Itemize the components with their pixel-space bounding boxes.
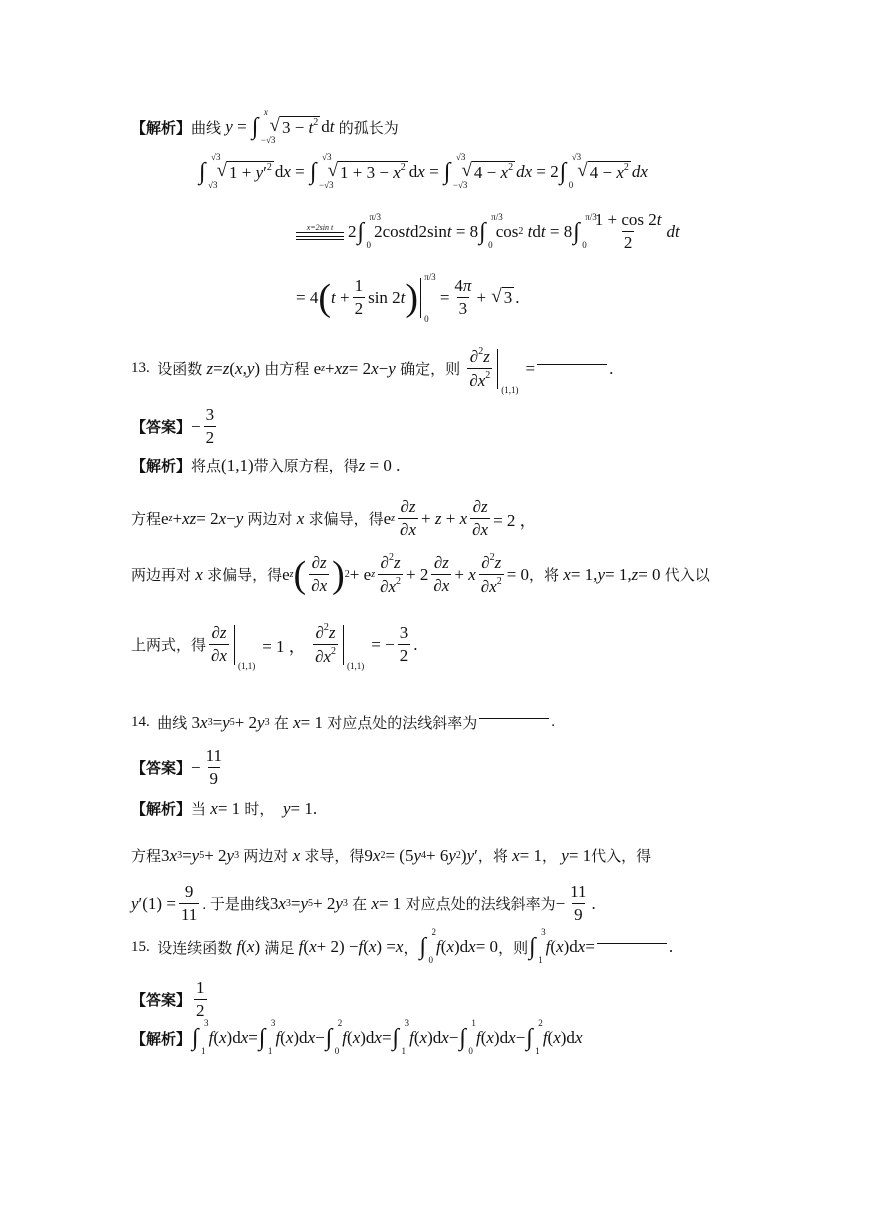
- p12-analysis-line-1: [131, 107, 399, 145]
- p12-formula-line-4: = 4 ( t + $\frac{1}{2}$ sin 2 t ) π/3 0 = $\frac{4\pi}{3}$ + √ 3 .: [296, 271, 520, 324]
- analysis-label: 【解析】: [131, 459, 192, 475]
- q13-number: 13.: [131, 360, 150, 376]
- q15-text-c: ，: [403, 940, 419, 957]
- q14-number: 14.: [131, 714, 150, 730]
- q13-a3-text3: ，将: [529, 568, 560, 584]
- q14-a3-text2: 在: [352, 897, 368, 913]
- q13-text-a: 设函数: [157, 362, 203, 378]
- q14-answer-blank: [479, 718, 549, 719]
- q13-text-c: 确定，则: [400, 362, 461, 378]
- q14-analysis-3: y ′(1) = $\frac{9}{11}$ . 于是曲线 3 x 3 = y 5 + 2 y 3 在 x = 1 对应点处的法线斜率为 − $\frac{11}{9}$ .: [131, 882, 596, 924]
- analysis-label: 【解析】: [131, 120, 192, 137]
- q15-text-d: ，则: [498, 940, 529, 957]
- q14-question: 14. 曲线 3 x 3 = y 5 + 2 y 3 在 x = 1 对应点处的法线斜率为 .: [131, 712, 556, 732]
- q13-a2-text3: 求偏导，得: [308, 512, 384, 528]
- q15-analysis-1: 【解析】 ∫ 3 1 f ( x )d x = ∫ 3 1 f ( x )d x − ∫ 2 0 f ( x )d x = ∫ 3 1 f ( x )d x − ∫ 1 0 f ( x )d x − ∫ 2 1 f ( x )d x: [131, 1018, 583, 1056]
- q15-number: 15.: [131, 938, 150, 955]
- q13-question: 13. 设函数 z = z ( x , y ) 由方程 e z + xz = 2 x − y 确定，则 $\frac{\partial^2z}{\partial x^2}$ (1,1) = .: [131, 346, 614, 395]
- answer-label: 【答案】: [131, 420, 192, 436]
- q13-analysis-4: 上两式，得 $\frac{\partial z}{\partial x}$ (1,1) = 1 ， $\frac{\partial^2z}{\partial x^2}$ (1,1) = − $\frac{3}{2}$ .: [131, 622, 418, 671]
- q14-answer-den: 9: [209, 769, 219, 788]
- p12-formula-line-2: ∫ √3 √3 √ $1 + y'^2$ d x = ∫ √3 −√3 √ $1 + 3 - x^2$ d x = ∫ √3 −√3 √ $4 - x^2$ dx = 2 ∫ √3 0 √ $4 - x^2$ dx: [199, 152, 648, 190]
- q14-a2-text2: 两边对: [243, 849, 289, 865]
- q15-answer: [131, 978, 210, 1021]
- q13-a1-text: 将点: [191, 459, 222, 475]
- q14-text-c: 对应点处的法线斜率为: [327, 716, 478, 732]
- q14-answer-num: 11: [205, 746, 222, 765]
- q13-analysis-2: 方程 e z + xz = 2 x − y 两边对 x 求偏导，得 e z $\frac{\partial z}{\partial x}$ + z + x $\frac{\partial z}{\partial x}$ = 2 ，: [131, 497, 537, 539]
- q13-answer-num: 3: [205, 405, 215, 424]
- q14-a2-text: 方程: [131, 849, 162, 865]
- q13-analysis-1: 【解析】 将点 (1,1) 带入原方程，得 z = 0 .: [131, 455, 401, 475]
- p12-formula-line-3: x=2sin t 2 ∫ π/3 0 2cos t d2sin t = 8 ∫ π/3 0 cos 2 t d t = 8 ∫ π/3 0 $\frac{1 + \cos 2t}{2}$ dt: [296, 210, 680, 253]
- q13-eq: =: [525, 358, 536, 378]
- q14-a1-text2: 时，: [244, 802, 275, 818]
- q15-text-a: 设连续函数: [157, 940, 233, 957]
- q13-answer: 【答案】 − $\frac{3}{2}$: [131, 405, 215, 447]
- q14-a2-text3: 求导，得: [304, 849, 365, 865]
- q14-a2-text6: 代入，得: [591, 849, 652, 865]
- q13-a2-text2: 两边对: [247, 512, 293, 528]
- q14-text-a: 曲线: [157, 716, 188, 732]
- q13-analysis-3: 两边再对 x 求偏导，得 e z ( $\frac{\partial z}{\partial x}$ ) 2 + e z $\frac{\partial^2z}{\partial x^2}$ + 2 $\frac{\partial z}{\partial x}$ + x $\frac{\partial^2z}{\partial x^2}$ = 0 ，将 x = 1, y = 1, z = 0 代入以: [131, 552, 710, 596]
- q13-a3-text2: 求偏导，得: [207, 568, 283, 584]
- q13-a3-text: 两边再对: [131, 568, 192, 584]
- analysis-label: 【解析】: [131, 802, 192, 818]
- q15-answer-den: 2: [196, 1001, 205, 1020]
- q13-a4-text: 上两式，得: [131, 638, 207, 654]
- q14-answer: 【答案】 − $\frac{11}{9}$: [131, 746, 222, 788]
- q15-question: 15. 设连续函数 f ( x ) 满足 f ( x + 2) − f ( x ) = x ， ∫ 2 0 f ( x )d x = 0 ，则 ∫ 3 1 f ( x )d x = .: [131, 927, 674, 965]
- q13-a2-text: 方程: [131, 512, 162, 528]
- q15-text-b: 满足: [264, 940, 295, 957]
- analysis-label: 【解析】: [131, 1031, 192, 1048]
- p12-curve-formula: y = ∫ x −√3 √ $3 - t^2$ d t: [225, 107, 335, 145]
- q15-answer-blank: [597, 943, 667, 944]
- p12-text-pre: 曲线: [191, 120, 222, 137]
- q13-a1-text2: 带入原方程，得: [253, 459, 359, 475]
- p12-text-post: 的孤长为: [338, 120, 399, 137]
- q13-a3-text4: 代入以: [664, 568, 710, 584]
- answer-label: 【答案】: [131, 993, 192, 1009]
- q15-answer-num: 1: [196, 978, 205, 997]
- q14-a3-text: . 于是曲线: [202, 897, 270, 913]
- answer-label: 【答案】: [131, 761, 192, 777]
- q14-text-b: 在: [273, 716, 289, 732]
- q14-analysis-1: 【解析】 当 x = 1 时， y = 1.: [131, 798, 318, 818]
- q14-a2-text4: ，将: [477, 849, 508, 865]
- q14-analysis-2: 方程 3 x 3 = y 5 + 2 y 3 两边对 x 求导，得 9 x 2 = (5 y 4 + 6 y 2 ) y ′ ，将 x = 1 ， y = 1 代入，得: [131, 845, 652, 865]
- q13-answer-den: 2: [205, 428, 215, 447]
- q14-a1-text: 当: [191, 802, 207, 818]
- q13-text-b: 由方程: [264, 362, 310, 378]
- q14-a2-text5: ，: [542, 849, 558, 865]
- q14-a3-text3: 对应点处的法线斜率为: [405, 897, 556, 913]
- q13-answer-blank: [537, 364, 607, 365]
